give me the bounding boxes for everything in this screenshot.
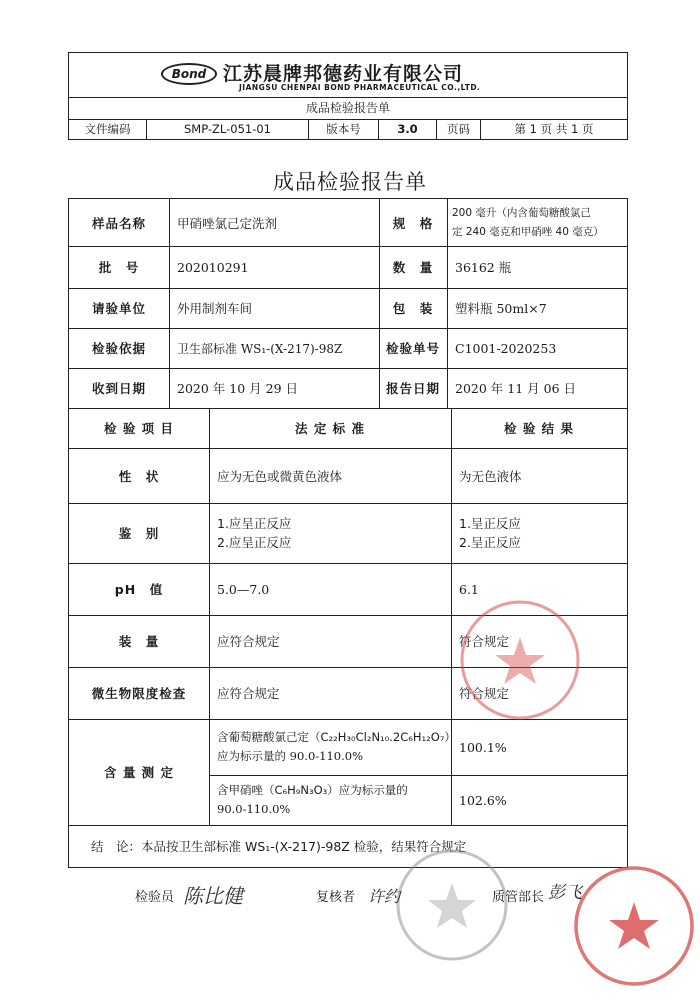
assay-standard-2-line-1: 含甲硝唑（C₆H₉N₃O₃）应为标示量的 [217,783,408,797]
inspection-report-table [68,198,628,868]
reviewer-label: 复核者 [316,890,356,905]
inspection-no-value: C1001-2020253 [455,340,557,356]
ph-item: pH 值 [114,582,164,597]
page-value: 第 1 页 共 1 页 [514,122,594,136]
inspector-label: 检验员 [135,890,175,905]
version-label: 版本号 [309,119,379,139]
spec-value [447,199,627,246]
microbial-standard: 应符合规定 [217,686,280,701]
fill-volume-result: 符合规定 [459,634,510,649]
file-no-label: 文件编码 [69,119,147,139]
sample-name-label: 样品名称 [91,215,146,231]
received-date-label: 收到日期 [91,381,146,396]
spec-line-2: 定 240 毫克和甲硝唑 40 毫克） [452,225,604,238]
assay-standard-1-line-1: 含葡萄糖酸氯己定（C₂₂H₃₀Cl₂N₁₀.2C₆H₁₂O₇） [217,730,456,744]
assay-standard-2-line-2: 90.0-110.0% [217,802,291,816]
qc-department-stamp [392,845,512,965]
assay-standard-1-line-2: 应为标示量的 90.0-110.0% [217,749,363,763]
page-label: 页码 [437,119,481,139]
package-label: 包 装 [392,301,434,316]
company-seal-stamp [455,595,585,725]
header-meta-row [69,119,627,139]
report-date-label: 报告日期 [385,381,440,396]
identification-result-2: 2.呈正反应 [459,535,521,550]
ph-standard: 5.0—7.0 [217,581,270,597]
company-banner [69,53,627,98]
assay-standard-chlorhexidine [209,719,456,775]
assay-result-chlorhexidine: 100.1% [459,739,507,755]
identification-item: 鉴 别 [118,526,160,541]
version-value: 3.0 [379,119,437,139]
company-name-en: JIANGSU CHENPAI BOND PHARMACEUTICAL CO.,LTD. [239,83,481,92]
quantity-label: 数 量 [392,260,434,275]
appearance-result: 为无色液体 [459,468,522,484]
reviewer-signature: 许约 [368,887,401,906]
batch-label: 批 号 [98,260,140,275]
microbial-item: 微生物限度检查 [91,686,187,701]
assay-item: 含 量 测 定 [103,765,175,780]
package-value: 塑料瓶 50ml×7 [455,301,547,316]
identification-standard-1: 1.应呈正反应 [217,516,292,531]
bond-logo: Bond [161,63,217,85]
dept-value: 外用制剂车间 [177,301,253,316]
batch-value: 202010291 [177,259,249,275]
header-doc-title: 成品检验报告单 [69,97,627,120]
document-header [68,52,628,140]
qa-manager-signature: 彭飞 [548,883,582,903]
appearance-standard: 应为无色或微黄色液体 [217,468,343,484]
inspector-signature: 陈比健 [183,884,243,908]
dept-label: 请验单位 [91,301,146,316]
identification-standard [209,503,451,563]
conclusion: 结 论：本品按卫生部标准 WS₁-(X-217)-98Z 检验，结果符合规定 [91,839,467,854]
fill-volume-item: 装 量 [118,634,160,649]
qa-red-stamp [570,862,698,990]
identification-standard-2: 2.应呈正反应 [217,535,292,550]
microbial-result: 符合规定 [459,686,510,701]
basis-label: 检验依据 [91,341,146,356]
fill-volume-standard: 应符合规定 [217,634,280,649]
quantity-value: 36162 瓶 [455,260,512,275]
spec-line-1: 200 毫升（内含葡萄糖酸氯己 [452,206,591,219]
company-name-cn: 江苏晨牌邦德药业有限公司 [223,63,464,85]
identification-result-1: 1.呈正反应 [459,516,521,531]
sample-name-value: 甲硝唑氯己定洗剂 [177,215,278,231]
identification-result [451,503,627,563]
basis-value: 卫生部标准 WS₁-(X-217)-98Z [177,341,343,356]
assay-result-metronidazole: 102.6% [459,792,507,808]
col-header-item: 检 验 项 目 [103,421,175,436]
appearance-item: 性 状 [118,468,160,484]
page-title: 成品检验报告单 [273,170,427,194]
report-date-value: 2020 年 11 月 06 日 [455,381,576,396]
inspection-no-label: 检验单号 [385,341,440,356]
col-header-standard: 法 定 标 准 [294,421,366,436]
qa-manager-label: 质管部长 [492,890,545,905]
file-no-value: SMP-ZL-051-01 [147,119,309,139]
assay-standard-metronidazole [209,775,451,825]
received-date-value: 2020 年 10 月 29 日 [177,381,298,396]
ph-result: 6.1 [459,581,479,597]
spec-label: 规 格 [392,215,434,231]
col-header-result: 检 验 结 果 [503,421,575,436]
